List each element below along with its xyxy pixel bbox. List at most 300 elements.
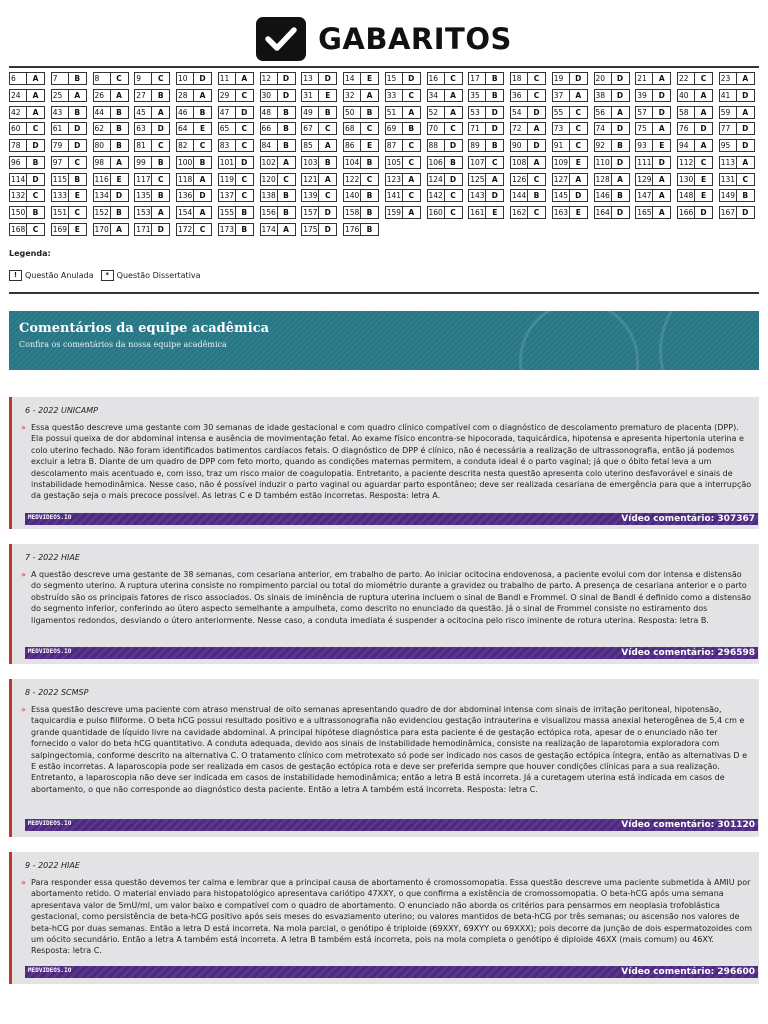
question-number: 125 <box>470 174 485 184</box>
answer-letter: E <box>695 173 713 186</box>
comment-text: Essa questão descreve uma paciente com atraso menstrual de oito semanas apresentando quadro de dor abdominal intensa com sinais de irritação peritoneal, hipotensão, taquicardia e pulso filiforme. O beta hCG possui resultado positivo e a ultrassonografia não evidenciou gestação intrauterina e visualizou massa anexial heterogênea de 5,4 cm e grande quantidade de líquido livre na cavidade abdominal. A principal hipótese diagnóstica para esta paciente é de gestação ectópica rota, apesar de o enunciado não ter fornecido o valor do beta hCG quantitativo. A conduta adequada, devido aos sinais de instabilidade hemodinâmica, consiste na realização de laparotomia exploradora com salpingectomia, conforme descrito na alternativa C. O tratamento clínico com metrotexato só pode ser indicado nos casos de gestação ectópica íntegra, então as alternativas D e E estão incorretas. A laparoscopia pode ser realizada em casos de gestação ectópica rota e deve ser preferida sempre que houver condições clínicas para a sua realização. Entretanto, a laparoscopia não deve ser indicada em casos de instabilidade hemodinâmica; então a letra B está incorreta. Já a curetagem uterina está indicada em casos de abortamento, o que não corresponde ao diagnóstico desta paciente. Então a letra A também está incorreta. Resposta: letra C. <box>31 705 748 794</box>
answer-letter: D <box>528 139 546 152</box>
answer-cell <box>93 122 135 135</box>
video-comment-link[interactable] <box>25 647 758 659</box>
question-number: 176 <box>345 224 360 234</box>
question-number: 91 <box>552 139 570 152</box>
brand-logo: MEDVIDEOS.IO <box>28 967 72 974</box>
video-comment-label: Vídeo comentário: 301120 <box>621 820 755 830</box>
answer-row <box>9 89 761 102</box>
essay-symbol: * <box>101 270 114 281</box>
question-number: 36 <box>510 89 528 102</box>
answer-letter: A <box>69 89 87 102</box>
answer-cell <box>510 206 552 219</box>
comment-card <box>9 544 759 664</box>
brand-logo: MEDVIDEOS.IO <box>28 648 72 655</box>
answer-letter: B <box>278 189 296 202</box>
answer-cell <box>134 206 176 219</box>
answer-cell <box>594 122 636 135</box>
answer-cell <box>51 173 93 186</box>
answer-cell <box>93 189 135 202</box>
answer-cell <box>719 89 761 102</box>
answer-cell <box>260 106 302 119</box>
question-number: 173 <box>219 224 235 234</box>
question-number: 31 <box>301 89 319 102</box>
answer-letter: A <box>570 173 588 186</box>
answer-letter: D <box>194 189 212 202</box>
answer-cell <box>343 89 385 102</box>
answer-letter: A <box>612 173 630 186</box>
answer-cell <box>93 106 135 119</box>
answer-letter: E <box>194 122 212 135</box>
answer-letter: D <box>737 139 755 152</box>
answer-letter: C <box>319 189 337 202</box>
answer-cell <box>594 189 636 202</box>
answer-letter: D <box>111 189 129 202</box>
question-number: 57 <box>635 106 653 119</box>
answer-cell <box>260 189 302 202</box>
video-comment-label: Vídeo comentário: 296600 <box>621 967 755 977</box>
answer-letter: A <box>319 139 337 152</box>
answer-cell <box>427 156 469 169</box>
divider <box>9 66 759 68</box>
answer-cell <box>677 139 719 152</box>
answer-letter: C <box>111 72 129 85</box>
answer-cell <box>385 173 427 186</box>
answer-letter: A <box>278 223 296 236</box>
question-number: 44 <box>93 106 111 119</box>
page-header <box>0 14 768 64</box>
question-number: 127 <box>553 174 569 184</box>
answer-cell <box>134 72 176 85</box>
question-number: 64 <box>176 122 194 135</box>
answer-cell <box>427 122 469 135</box>
question-number: 92 <box>594 139 612 152</box>
answer-cell <box>176 122 218 135</box>
answer-letter: D <box>737 89 755 102</box>
question-number: 67 <box>301 122 319 135</box>
question-number: 119 <box>219 174 235 184</box>
question-number: 93 <box>635 139 653 152</box>
comment-body <box>21 569 753 626</box>
answer-letter: B <box>111 139 129 152</box>
question-number: 7 <box>51 72 69 85</box>
answer-letter: C <box>69 156 87 169</box>
question-number: 142 <box>428 191 443 201</box>
answer-letter: C <box>445 206 463 219</box>
question-number: 107 <box>470 157 485 167</box>
answer-letter: B <box>445 156 463 169</box>
answer-letter: B <box>111 206 129 219</box>
question-number: 39 <box>635 89 653 102</box>
check-icon <box>256 17 306 61</box>
question-number: 116 <box>94 174 109 184</box>
question-number: 113 <box>720 157 736 167</box>
question-reference: 8 - 2022 SCMSP <box>25 688 89 697</box>
answer-letter: D <box>612 122 630 135</box>
answer-cell <box>218 72 260 85</box>
answer-cell <box>93 173 135 186</box>
answer-cell <box>51 189 93 202</box>
question-number: 48 <box>260 106 278 119</box>
question-number: 98 <box>93 156 111 169</box>
answer-letter: C <box>152 173 170 186</box>
question-number: 156 <box>261 208 276 217</box>
answer-letter: B <box>69 72 87 85</box>
answer-letter: B <box>236 223 254 236</box>
answer-letter: D <box>486 122 504 135</box>
question-number: 56 <box>594 106 612 119</box>
answer-letter: D <box>612 72 630 85</box>
answer-cell <box>134 173 176 186</box>
question-number: 45 <box>134 106 152 119</box>
question-number: 150 <box>11 208 26 217</box>
answer-cell <box>218 139 260 152</box>
question-number: 73 <box>552 122 570 135</box>
answer-letter: D <box>319 223 337 236</box>
question-number: 168 <box>11 224 26 234</box>
question-number: 58 <box>677 106 695 119</box>
answer-cell <box>176 106 218 119</box>
answer-cell <box>343 223 385 236</box>
answer-cell <box>218 173 260 186</box>
answer-cell <box>51 206 93 219</box>
legend-title: Legenda: <box>9 249 51 258</box>
question-number: 85 <box>301 139 319 152</box>
question-number: 80 <box>93 139 111 152</box>
answer-cell <box>719 139 761 152</box>
answer-letter: A <box>445 89 463 102</box>
answer-cell <box>343 156 385 169</box>
answer-cell <box>552 189 594 202</box>
answer-letter: A <box>152 106 170 119</box>
answer-cell <box>301 89 343 102</box>
question-number: 16 <box>427 72 445 85</box>
answer-letter: B <box>403 122 421 135</box>
answer-cell <box>510 122 552 135</box>
question-number: 158 <box>345 208 360 217</box>
question-number: 43 <box>51 106 69 119</box>
question-number: 49 <box>301 106 319 119</box>
answer-letter: D <box>69 139 87 152</box>
answer-cell <box>9 89 51 102</box>
question-number: 13 <box>301 72 319 85</box>
answer-letter: A <box>486 173 504 186</box>
comment-text: A questão descreve uma gestante de 38 semanas, com cesariana anterior, em trabalho de parto. Ao iniciar ocitocina endovenosa, a paciente evolui com dor intensa e distensão do segmento uterino. A ruptura uterina consiste no rompimento parcial ou total do miométrio durante a gravidez ou trabalho de parto. A presença de cesariana anterior e o parto obstruído são os principais fatores de risco associados. Os sinais de iminência de ruptura uterina incluem o sinal de Bandl e Frommel. O sinal de Bandl é definido como a distensão do segmento inferior, conferindo ao útero aspecto semelhante a ampulheta, como descrito no enunciado da questão. Já o sinal de Frommel consiste no estiramento dos ligamentos redondos, desviando o útero anteriormente. Nesse caso, a conduta imediata é suspender a ocitocina pelo risco iminente de rotura uterina. Resposta: letra B. <box>31 570 752 625</box>
question-number: 100 <box>178 157 193 167</box>
question-number: 169 <box>52 224 68 234</box>
answer-cell <box>510 189 552 202</box>
answer-cell <box>343 139 385 152</box>
question-number: 109 <box>553 157 569 167</box>
question-number: 23 <box>719 72 737 85</box>
comments-subtitle: Confira os comentários da nossa equipe acadêmica <box>19 340 227 349</box>
answer-cell <box>552 106 594 119</box>
answer-letter: B <box>152 189 170 202</box>
video-comment-label: Vídeo comentário: 296598 <box>621 648 755 658</box>
question-number: 167 <box>720 208 736 217</box>
answer-letter: D <box>737 206 755 219</box>
question-number: 117 <box>136 174 151 184</box>
question-number: 17 <box>468 72 486 85</box>
answer-letter: E <box>361 139 379 152</box>
question-number: 131 <box>720 174 736 184</box>
answer-letter: D <box>486 189 504 202</box>
question-number: 165 <box>637 208 652 217</box>
answer-letter: A <box>27 106 45 119</box>
answer-cell <box>176 139 218 152</box>
answer-letter: E <box>695 189 713 202</box>
answer-cell <box>468 106 510 119</box>
question-number: 27 <box>134 89 152 102</box>
answer-cell <box>176 189 218 202</box>
question-number: 174 <box>261 224 276 234</box>
question-number: 87 <box>385 139 403 152</box>
question-number: 139 <box>303 191 318 201</box>
question-number: 62 <box>93 122 111 135</box>
answer-cell <box>134 122 176 135</box>
answer-cell <box>635 156 677 169</box>
answer-letter: A <box>653 173 671 186</box>
question-number: 28 <box>176 89 194 102</box>
answer-cell <box>594 139 636 152</box>
question-number: 155 <box>219 208 235 217</box>
answer-letter: B <box>361 189 379 202</box>
answer-cell <box>93 223 135 236</box>
answer-cell <box>719 173 761 186</box>
answer-row <box>9 122 761 135</box>
answer-cell <box>427 89 469 102</box>
answer-cell <box>385 206 427 219</box>
question-number: 151 <box>52 208 68 217</box>
comment-body <box>21 422 753 502</box>
answer-cell <box>260 72 302 85</box>
answer-letter: C <box>570 139 588 152</box>
question-number: 149 <box>720 191 736 201</box>
answer-letter: D <box>612 156 630 169</box>
answer-letter: C <box>570 106 588 119</box>
answer-cell <box>719 189 761 202</box>
answer-cell <box>9 189 51 202</box>
question-number: 21 <box>635 72 653 85</box>
question-number: 130 <box>679 174 694 184</box>
answer-letter: C <box>737 173 755 186</box>
legend-label-annulled: Questão Anulada <box>25 271 94 280</box>
comment-body <box>21 877 753 957</box>
question-number: 30 <box>260 89 278 102</box>
answer-cell <box>93 156 135 169</box>
answer-letter: D <box>653 106 671 119</box>
answer-cell <box>594 106 636 119</box>
question-number: 65 <box>218 122 236 135</box>
answer-cell <box>677 206 719 219</box>
answer-cell <box>468 173 510 186</box>
answer-cell <box>427 139 469 152</box>
answer-cell <box>9 206 51 219</box>
answer-cell <box>677 106 719 119</box>
answer-letter: D <box>570 189 588 202</box>
answer-letter: C <box>528 72 546 85</box>
video-comment-link[interactable] <box>25 966 758 978</box>
answer-cell <box>176 89 218 102</box>
question-number: 50 <box>343 106 361 119</box>
answer-letter: B <box>69 106 87 119</box>
answer-letter: A <box>111 156 129 169</box>
legend <box>9 270 208 281</box>
answer-cell <box>176 156 218 169</box>
question-number: 14 <box>343 72 361 85</box>
question-number: 20 <box>594 72 612 85</box>
answer-cell <box>552 72 594 85</box>
answer-letter: D <box>236 156 254 169</box>
answer-letter: A <box>695 89 713 102</box>
answer-cell <box>510 156 552 169</box>
answer-cell <box>427 189 469 202</box>
answer-cell <box>468 189 510 202</box>
question-number: 124 <box>428 174 443 184</box>
answer-letter: B <box>361 156 379 169</box>
answer-letter: A <box>653 189 671 202</box>
answer-cell <box>9 156 51 169</box>
answer-letter: E <box>486 206 504 219</box>
answer-letter: A <box>111 223 129 236</box>
answer-cell <box>301 106 343 119</box>
answer-letter: C <box>528 206 546 219</box>
question-number: 144 <box>512 191 527 201</box>
question-number: 132 <box>11 191 26 201</box>
answer-letter: A <box>236 72 254 85</box>
answer-letter: C <box>152 139 170 152</box>
answer-letter: B <box>486 139 504 152</box>
answer-letter: C <box>361 173 379 186</box>
question-reference: 7 - 2022 HIAE <box>25 553 80 562</box>
answer-letter: B <box>236 206 254 219</box>
answer-cell <box>9 139 51 152</box>
answer-letter: D <box>653 89 671 102</box>
brand-logo: MEDVIDEOS.IO <box>28 820 72 827</box>
question-number: 170 <box>94 224 109 234</box>
answer-letter: A <box>194 173 212 186</box>
answer-cell <box>635 206 677 219</box>
answer-letter: B <box>194 106 212 119</box>
answer-letter: A <box>653 122 671 135</box>
question-number: 55 <box>552 106 570 119</box>
question-number: 166 <box>679 208 694 217</box>
brand-logo: MEDVIDEOS.IO <box>28 514 72 521</box>
answer-letter: B <box>486 89 504 102</box>
answer-letter: D <box>27 139 45 152</box>
answer-letter: D <box>612 89 630 102</box>
answer-cell <box>594 72 636 85</box>
answer-cell <box>134 223 176 236</box>
answer-letter: C <box>319 122 337 135</box>
question-number: 111 <box>637 157 652 167</box>
question-number: 95 <box>719 139 737 152</box>
question-number: 53 <box>468 106 486 119</box>
answer-cell <box>301 72 343 85</box>
question-number: 68 <box>343 122 361 135</box>
comment-card <box>9 852 759 984</box>
answer-letter: C <box>403 189 421 202</box>
answer-cell <box>343 72 385 85</box>
question-number: 106 <box>428 157 443 167</box>
answer-letter: C <box>445 189 463 202</box>
question-number: 137 <box>219 191 235 201</box>
answer-letter: A <box>152 206 170 219</box>
answer-cell <box>594 206 636 219</box>
answer-letter: D <box>528 106 546 119</box>
answer-cell <box>719 106 761 119</box>
answer-cell <box>51 139 93 152</box>
answer-letter: B <box>27 156 45 169</box>
answer-cell <box>677 156 719 169</box>
question-number: 66 <box>260 122 278 135</box>
answer-cell <box>343 189 385 202</box>
answer-letter: C <box>236 189 254 202</box>
question-number: 122 <box>345 174 360 184</box>
answer-letter: C <box>27 122 45 135</box>
answer-cell <box>635 106 677 119</box>
answer-letter: B <box>278 139 296 152</box>
answer-letter: D <box>278 72 296 85</box>
bullet-icon: » <box>21 878 26 887</box>
answer-letter: A <box>27 89 45 102</box>
question-number: 40 <box>677 89 695 102</box>
answer-letter: D <box>445 139 463 152</box>
answer-cell <box>260 122 302 135</box>
comment-text: Essa questão descreve uma gestante com 30 semanas de idade gestacional e com quadro clínico compatível com o diagnóstico de descolamento prematuro de placenta (DPP). Ela possui queixa de dor abdominal intensa e ausência de movimentação fetal. Ao exame físico encontra-se hipocorada, taquicárdica, hipotensa e apresenta hipertonia uterina e colo uterino fechado. Não foram identificados batimentos cardíacos fetais. O diagnóstico de DPP é clínico, não é necessária a realização de ultrassonografia, então já podemos excluir a letra B. Diante de um quadro de DPP com feto morto, quando as condições maternas permitem, a conduta ideal é o parto vaginal; já que o óbito fetal leva a um descolamento mais acentuado e, com isso, traz um risco maior de coagulopatia. Entretanto, a paciente descrita nesta questão apresenta colo uterino desfavorável e sinais de instabilidade hemodinâmica. Nesse caso, não é possível induzir o parto vaginal ou aguardar parto espontâneo; deve ser realizada cesariana de emergência para que a interrupção da gestação seja o mais precoce possível. As letras C e D também estão incorretas. Resposta: letra A. <box>31 423 752 501</box>
answer-cell <box>9 106 51 119</box>
answer-cell <box>677 122 719 135</box>
answer-row <box>9 106 761 119</box>
question-number: 161 <box>470 208 485 217</box>
answer-letter: D <box>653 156 671 169</box>
answer-cell <box>385 122 427 135</box>
question-number: 136 <box>178 191 193 201</box>
answer-cell <box>510 89 552 102</box>
question-number: 126 <box>512 174 527 184</box>
answer-letter: B <box>111 122 129 135</box>
answer-cell <box>260 223 302 236</box>
answer-cell <box>51 89 93 102</box>
answer-cell <box>176 72 218 85</box>
answer-letter: D <box>695 206 713 219</box>
answer-letter: C <box>152 72 170 85</box>
answer-key-grid <box>9 72 761 240</box>
video-comment-link[interactable] <box>25 819 758 831</box>
video-comment-label: Vídeo comentário: 307367 <box>621 514 755 524</box>
answer-letter: A <box>194 206 212 219</box>
answer-cell <box>260 139 302 152</box>
question-number: 121 <box>303 174 318 184</box>
answer-letter: C <box>236 139 254 152</box>
answer-cell <box>51 106 93 119</box>
question-number: 29 <box>218 89 236 102</box>
video-comment-link[interactable] <box>25 513 758 525</box>
answer-cell <box>301 173 343 186</box>
question-number: 94 <box>677 139 695 152</box>
answer-row <box>9 173 761 186</box>
question-number: 46 <box>176 106 194 119</box>
answer-letter: E <box>69 223 87 236</box>
answer-cell <box>677 89 719 102</box>
question-number: 81 <box>134 139 152 152</box>
question-number: 71 <box>468 122 486 135</box>
answer-letter: D <box>319 206 337 219</box>
question-number: 153 <box>136 208 151 217</box>
answer-letter: D <box>612 206 630 219</box>
answer-cell <box>385 139 427 152</box>
